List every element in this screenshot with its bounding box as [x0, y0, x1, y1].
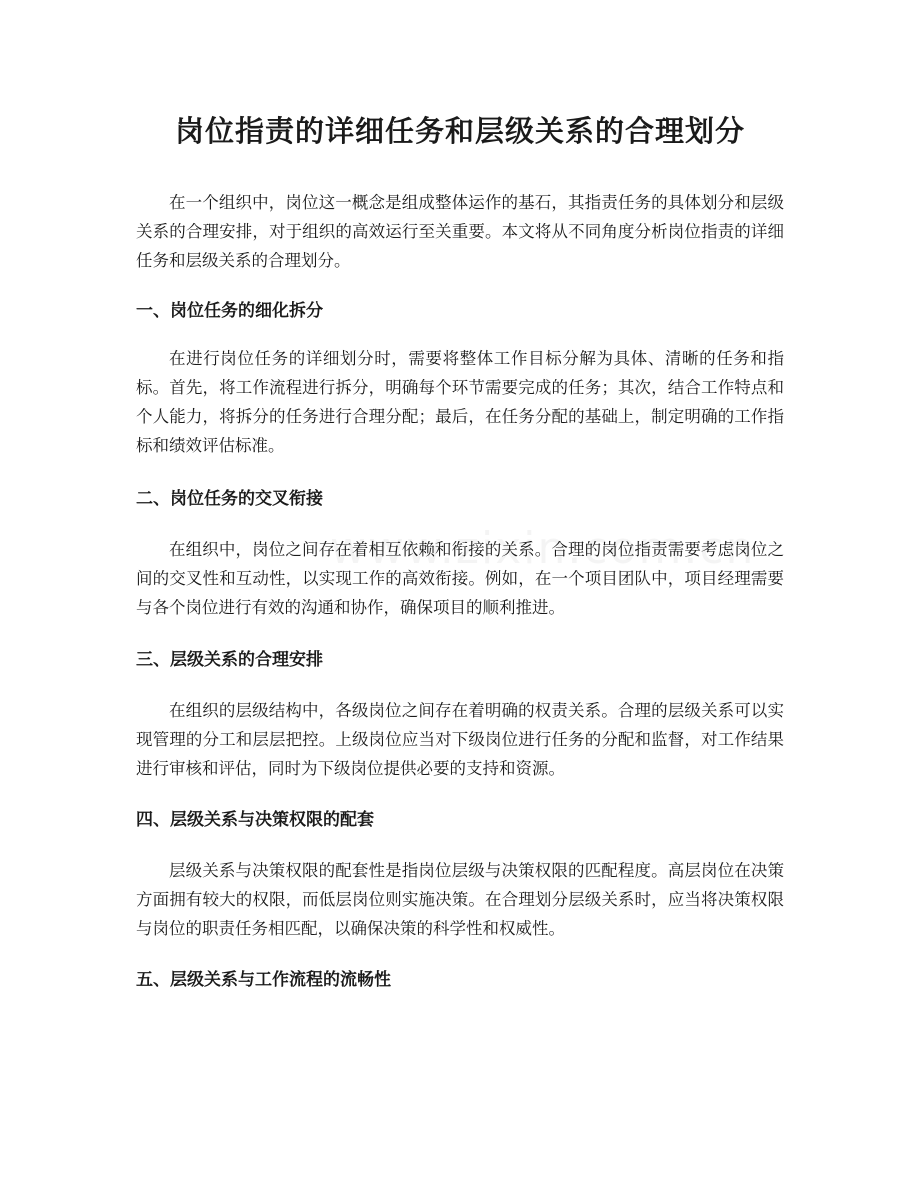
intro-paragraph: 在一个组织中，岗位这一概念是组成整体运作的基石，其指责任务的具体划分和层级关系的合理安排，对于组织的高效运行至关重要。本文将从不同角度分析岗位指责的详细任务和层级关系的合理划分。: [136, 193, 784, 270]
section-3-heading: 三、层级关系的合理安排: [136, 650, 323, 670]
section-1-body: 在进行岗位任务的详细划分时，需要将整体工作目标分解为具体、清晰的任务和指标。首先，将工作流程进行拆分，明确每个环节需要完成的任务；其次，结合工作特点和个人能力，将拆分的任务进行合理分配；最后，在任务分配的基础上，制定明确的工作指标和绩效评估标准。: [136, 349, 784, 455]
document-title: 岗位指责的详细任务和层级关系的合理划分: [174, 114, 745, 148]
section-1-heading: 一、岗位任务的细化拆分: [136, 301, 323, 321]
section-4-body: 层级关系与决策权限的配套性是指岗位层级与决策权限的匹配程度。高层岗位在决策方面拥有较大的权限，而低层岗位则实施决策。在合理划分层级关系时，应当将决策权限与岗位的职责任务相匹配，以确保决策的科学性和权威性。: [136, 861, 784, 938]
section-2-body: 在组织中，岗位之间存在着相互依赖和衔接的关系。合理的岗位指责需要考虑岗位之间的交叉性和互动性，以实现工作的高效衔接。例如，在一个项目团队中，项目经理需要与各个岗位进行有效的沟通和协作，确保项目的顺利推进。: [136, 540, 784, 617]
section-5-heading: 五、层级关系与工作流程的流畅性: [136, 970, 391, 990]
section-3-body: 在组织的层级结构中，各级岗位之间存在着明确的权责关系。合理的层级关系可以实现管理的分工和层层把控。上级岗位应当对下级岗位进行任务的分配和监督，对工作结果进行审核和评估，同时为下级岗位提供必要的支持和资源。: [136, 701, 784, 778]
section-2-heading: 二、岗位任务的交叉衔接: [136, 489, 323, 509]
section-4-heading: 四、层级关系与决策权限的配套: [136, 810, 374, 830]
